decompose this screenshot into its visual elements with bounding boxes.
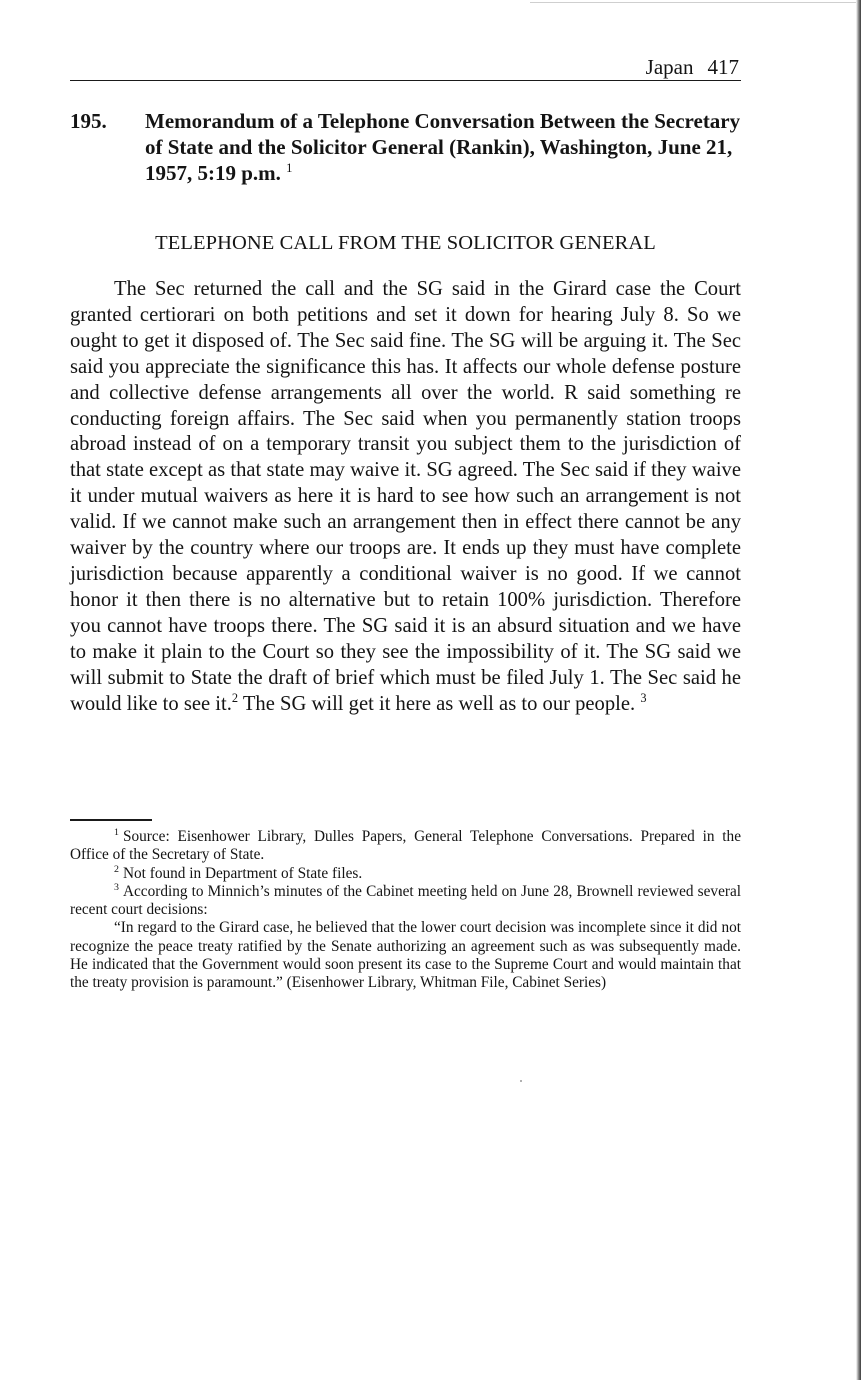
scan-page-edge <box>856 0 861 1380</box>
footnote-text: “In regard to the Girard case, he believed that the lower court decision was incomplete since it did not recognize the peace treaty ratified by the Senate authorizing an agreement such as was subsequently made. He indicated that the Government would soon present its case to the Supreme Court and would maintain that the treaty provision is paramount.” (Eisenhower Library, Whitman File, Cabinet Series) <box>70 919 741 992</box>
footnote-1 <box>70 828 741 865</box>
footnote-2 <box>70 865 741 883</box>
section-title: TELEPHONE CALL FROM THE SOLICITOR GENERAL <box>155 232 656 254</box>
document-title <box>145 108 745 186</box>
footnote-text: Source: Eisenhower Library, Dulles Papers, General Telephone Conversations. Prepared in the Office of the Secretary of State. <box>70 828 741 864</box>
footnotes <box>70 828 741 993</box>
footnote-3-quote <box>70 919 741 992</box>
footnote-text: According to Minnich’s minutes of the Cabinet meeting held on June 28, Brownell reviewed several recent court decisions: <box>70 882 741 919</box>
footnote-ref-3: 3 <box>640 690 647 705</box>
footnote-mark: 1 <box>114 826 119 838</box>
footnote-3 <box>70 883 741 920</box>
body-paragraph <box>70 277 741 717</box>
running-head-section: Japan <box>645 55 694 79</box>
body-text-part-1: The Sec returned the call and the SG said in the Girard case the Court granted certiorari on both petitions and set it down for hearing July 8. So we ought to get it disposed of. The Sec said fine. The SG will be arguing it. The Sec said you appreciate the significance this has. It affects our whole defense posture and collective defense arrangements all over the world. R said something re conducting foreign affairs. The Sec said when you permanently station troops abroad instead of on a temporary transit you subject them to the jurisdiction of that state except as that state may waive it. SG agreed. The Sec said if they waive it under mutual waivers as here it is hard to see how such an arrangement is not valid. If we cannot make such an arrangement then in effect there cannot be any waiver by the country where our troops are. It ends up they must have complete jurisdiction because apparently a conditional waiver is no good. If we cannot honor it then there is no alternative but to retain 100% jurisdiction. Therefore you cannot have troops there. The SG said it is an absurd situation and we have to make it plain to the Court so they see the impossibility of it. The SG said we will submit to State the draft of brief which must be filed July 1. The Sec said he would like to see it. <box>70 278 741 715</box>
footnote-ref-2: 2 <box>231 690 239 705</box>
document-number: 195. <box>70 109 107 133</box>
title-footnote-ref: 1 <box>286 161 293 175</box>
running-head <box>70 52 741 81</box>
document-title-text: Memorandum of a Telephone Conversation Between the Secretary of State and the Solicitor General (Rankin), Washington, June 21, 1957, 5:19 p.m. <box>145 109 741 185</box>
footnote-text: Not found in Department of State files. <box>122 864 363 882</box>
footnote-mark: 2 <box>114 863 119 875</box>
scan-edge-line <box>530 2 861 3</box>
scan-speck <box>520 1080 522 1082</box>
body-text-part-2: The SG will get it here as well as to our people. <box>238 692 636 715</box>
page-number: 417 <box>707 55 739 79</box>
footnote-mark: 3 <box>114 881 119 893</box>
footnote-rule <box>70 819 152 821</box>
